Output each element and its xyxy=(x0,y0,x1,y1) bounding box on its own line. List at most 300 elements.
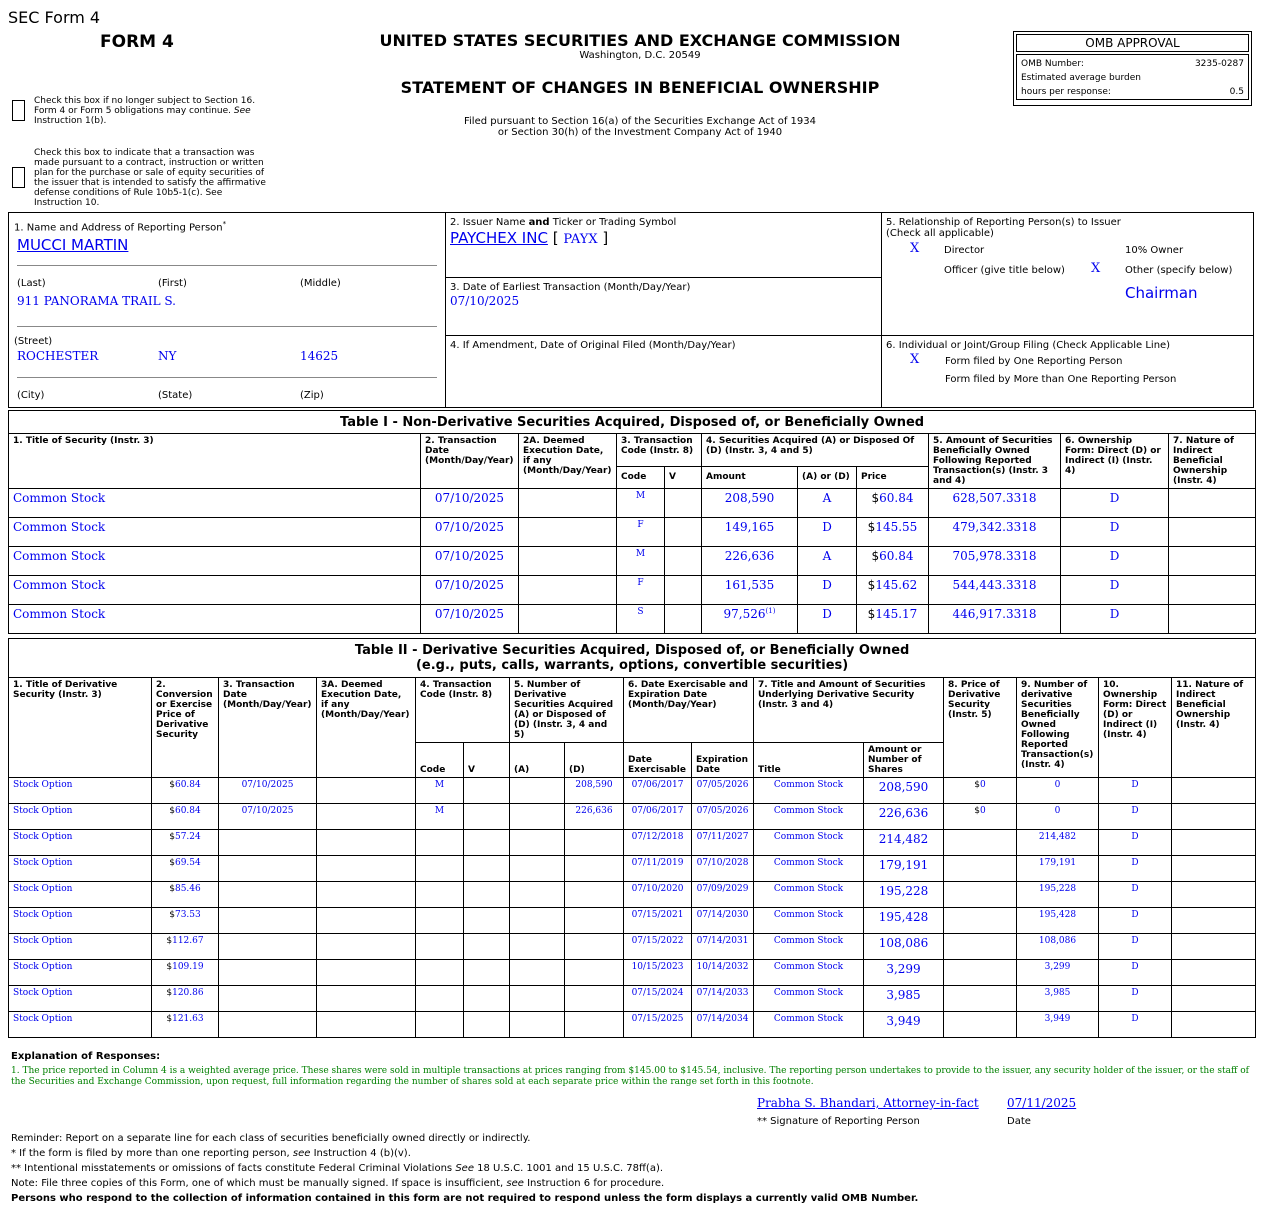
acquired-count xyxy=(510,804,565,830)
v-flag xyxy=(665,576,702,605)
deemed-date xyxy=(317,960,416,986)
conversion-price xyxy=(152,856,219,882)
doc-title: SEC Form 4 xyxy=(8,8,101,27)
rule10b5-checkbox[interactable] xyxy=(12,167,25,188)
underlying-title: Common Stock xyxy=(754,908,864,934)
price-value: 0 xyxy=(980,780,986,790)
currency-symbol: $ xyxy=(974,806,980,816)
v-flag xyxy=(464,804,510,830)
underlying-amount: 214,482 xyxy=(864,830,944,856)
currency-symbol: $ xyxy=(867,578,876,592)
rule10b5-line-1: Check this box to indicate that a transaction was xyxy=(34,148,255,158)
ownership-form: D xyxy=(1061,489,1169,518)
acquired-disposed: A xyxy=(798,489,857,518)
disposed-count xyxy=(565,986,624,1012)
owned-following: 179,191 xyxy=(1017,856,1099,882)
section16-see: See xyxy=(233,106,251,116)
acquired-disposed: D xyxy=(798,576,857,605)
derivative-title: Stock Option xyxy=(9,778,152,804)
currency-symbol: $ xyxy=(169,884,175,894)
v-flag xyxy=(464,778,510,804)
price-value: 145.62 xyxy=(875,578,918,592)
box4-label: 4. If Amendment, Date of Original Filed (Month/Day/Year) xyxy=(450,340,736,351)
box4-amendment xyxy=(446,336,882,407)
other-title: Chairman xyxy=(1125,284,1198,302)
t2-col-exercisable: 6. Date Exercisable and Expiration Date (Month/Day/Year) xyxy=(624,678,754,743)
expiration-date: 10/14/2032 xyxy=(692,960,754,986)
security-title: Common Stock xyxy=(9,489,421,518)
table2-body xyxy=(9,778,1256,1038)
derivative-title: Stock Option xyxy=(9,986,152,1012)
transaction-date: 07/10/2025 xyxy=(219,804,317,830)
table-row xyxy=(9,986,1256,1012)
conversion-value: 69.54 xyxy=(174,858,201,868)
derivative-price xyxy=(944,778,1017,804)
underlying-title: Common Stock xyxy=(754,778,864,804)
deemed-date xyxy=(317,908,416,934)
security-title: Common Stock xyxy=(9,605,421,634)
nature-of-ownership xyxy=(1169,547,1256,576)
filed-line-1: Filed pursuant to Section 16(a) of the Securities Exchange Act of 1934 xyxy=(464,116,816,127)
last-label: (Last) xyxy=(17,278,46,289)
currency-symbol: $ xyxy=(166,936,173,946)
transaction-date xyxy=(219,908,317,934)
date-exercisable: 07/15/2025 xyxy=(624,1012,692,1038)
state-label: (State) xyxy=(158,390,193,401)
transaction-date xyxy=(219,856,317,882)
transaction-date: 07/10/2025 xyxy=(219,778,317,804)
table-row xyxy=(9,908,1256,934)
price xyxy=(857,547,929,576)
derivative-title: Stock Option xyxy=(9,830,152,856)
footer-line-5: Persons who respond to the collection of information contained in this form are not required to respond unless the form displays a currently valid OMB Number. xyxy=(11,1193,919,1204)
table-row xyxy=(9,960,1256,986)
underlying-title: Common Stock xyxy=(754,830,864,856)
agency-location: Washington, D.C. 20549 xyxy=(579,50,701,61)
date-exercisable: 10/15/2023 xyxy=(624,960,692,986)
signature-name-link[interactable]: Prabha S. Bhandari, Attorney-in-fact xyxy=(757,1096,979,1110)
footer-line-1: Reminder: Report on a separate line for each class of securities beneficially owned directly or indirectly. xyxy=(11,1133,531,1144)
box5-label-line-2: (Check all applicable) xyxy=(886,228,994,239)
footer-line-2a: * If the form is filed by more than one reporting person, xyxy=(11,1148,290,1159)
date-exercisable: 07/15/2022 xyxy=(624,934,692,960)
transaction-code: S xyxy=(617,605,665,634)
amount-value: 149,165 xyxy=(724,520,775,534)
signature-label: ** Signature of Reporting Person xyxy=(757,1116,920,1127)
owned-following: 479,342.3318 xyxy=(929,518,1061,547)
box1-label xyxy=(14,220,226,233)
acquired-count xyxy=(510,908,565,934)
t1-sub-ad: (A) or (D) xyxy=(798,466,857,488)
v-flag xyxy=(464,1012,510,1038)
transaction-code xyxy=(416,934,464,960)
amount-value: 226,636 xyxy=(724,549,775,563)
acquired-count xyxy=(510,934,565,960)
transaction-date xyxy=(219,960,317,986)
ownership-form: D xyxy=(1061,605,1169,634)
transaction-code: M xyxy=(617,489,665,518)
acquired-count xyxy=(510,986,565,1012)
t1-sub-code: Code xyxy=(617,466,665,488)
footer-line-2b: Instruction 4 (b)(v). xyxy=(313,1148,411,1159)
conversion-value: 60.84 xyxy=(174,806,201,816)
omb-hours-label: hours per response: xyxy=(1021,87,1111,97)
acquired-count xyxy=(510,960,565,986)
zip-label: (Zip) xyxy=(300,390,324,401)
derivative-price xyxy=(944,856,1017,882)
transaction-code xyxy=(416,1012,464,1038)
first-label: (First) xyxy=(158,278,187,289)
nature-of-ownership xyxy=(1172,934,1256,960)
issuer-line xyxy=(450,229,608,247)
street-value: 911 PANORAMA TRAIL S. xyxy=(17,294,176,308)
underlying-amount: 3,299 xyxy=(864,960,944,986)
currency-symbol: $ xyxy=(166,988,173,998)
box5-label xyxy=(886,217,1121,239)
ticker-symbol: PAYX xyxy=(563,232,598,247)
currency-symbol: $ xyxy=(166,962,173,972)
box2-label-and: and xyxy=(528,217,550,228)
transaction-date xyxy=(219,934,317,960)
deemed-date xyxy=(317,1012,416,1038)
footer-line-4a: Note: File three copies of this Form, one of which must be manually signed. If space is insufficient, xyxy=(11,1178,504,1189)
date-exercisable: 07/10/2020 xyxy=(624,882,692,908)
underlying-title: Common Stock xyxy=(754,804,864,830)
t2-col-number: 5. Number of Derivative Securities Acquired (A) or Disposed of (D) (Instr. 3, 4 and 5) xyxy=(510,678,624,743)
conversion-price xyxy=(152,908,219,934)
transaction-code xyxy=(416,908,464,934)
v-flag xyxy=(665,518,702,547)
conversion-price xyxy=(152,830,219,856)
section16-line-1: Check this box if no longer subject to Section 16. xyxy=(34,96,256,106)
transaction-date xyxy=(219,986,317,1012)
underlying-title: Common Stock xyxy=(754,882,864,908)
derivative-price xyxy=(944,934,1017,960)
ownership-form: D xyxy=(1099,908,1172,934)
transaction-date: 07/10/2025 xyxy=(421,547,519,576)
ownership-form: D xyxy=(1061,518,1169,547)
reporting-section xyxy=(8,212,1254,408)
amount-value: 97,526 xyxy=(723,607,766,621)
v-flag xyxy=(665,547,702,576)
derivative-title: Stock Option xyxy=(9,960,152,986)
zip-value: 14625 xyxy=(300,349,339,363)
box1-reporting-person xyxy=(9,213,446,407)
table2-derivative xyxy=(8,638,1256,1038)
expiration-date: 07/14/2030 xyxy=(692,908,754,934)
t2-col-conversion: 2. Conversion or Exercise Price of Derivative Security xyxy=(152,678,219,778)
rule10b5-line-5: defense conditions of Rule 10b5-1(c). See xyxy=(34,188,223,198)
security-title: Common Stock xyxy=(9,518,421,547)
transaction-code xyxy=(416,960,464,986)
director-mark: X xyxy=(910,241,920,256)
owned-following: 3,949 xyxy=(1017,1012,1099,1038)
underlying-amount: 179,191 xyxy=(864,856,944,882)
nature-of-ownership xyxy=(1169,489,1256,518)
derivative-title: Stock Option xyxy=(9,856,152,882)
t2-sub-code: Code xyxy=(416,743,464,778)
footnote-1: 1. The price reported in Column 4 is a weighted average price. These shares were sold in multiple transactions at prices ranging from $145.00 to $145.54, inclusive. The reporting person undertakes to provide to the issuer, any security holder of the issuer, or the staff of the Securities and Exchange Commission, upon request, full information regarding the number of shares sold at each separate price within the range set forth in this footnote. xyxy=(11,1066,1250,1087)
price-value: 60.84 xyxy=(879,491,914,505)
box1-label-star: * xyxy=(222,220,227,228)
currency-symbol: $ xyxy=(169,780,175,790)
date-label: Date xyxy=(1007,1116,1031,1127)
other-mark: X xyxy=(1091,261,1101,276)
issuer-name-link[interactable]: PAYCHEX INC xyxy=(450,229,548,247)
expiration-date: 07/10/2028 xyxy=(692,856,754,882)
derivative-price xyxy=(944,830,1017,856)
conversion-price xyxy=(152,1012,219,1038)
divider xyxy=(17,326,437,327)
currency-symbol: $ xyxy=(169,832,175,842)
conversion-value: 109.19 xyxy=(172,962,204,972)
t2-sub-expiration: Expiration Date xyxy=(692,743,754,778)
expiration-date: 07/14/2033 xyxy=(692,986,754,1012)
ownership-form: D xyxy=(1099,986,1172,1012)
deemed-date xyxy=(317,804,416,830)
ownership-form: D xyxy=(1099,804,1172,830)
conversion-value: 85.46 xyxy=(174,884,201,894)
amount xyxy=(702,518,798,547)
other-label: Other (specify below) xyxy=(1125,265,1233,276)
derivative-price xyxy=(944,882,1017,908)
underlying-amount: 108,086 xyxy=(864,934,944,960)
table1-title: Table I - Non-Derivative Securities Acquired, Disposed of, or Beneficially Owned xyxy=(9,411,1256,434)
expiration-date: 07/14/2031 xyxy=(692,934,754,960)
nature-of-ownership xyxy=(1172,960,1256,986)
acquired-disposed: D xyxy=(798,518,857,547)
date-exercisable: 07/15/2021 xyxy=(624,908,692,934)
t2-col-deemed: 3A. Deemed Execution Date, if any (Month/Day/Year) xyxy=(317,678,416,778)
bracket-open: [ xyxy=(552,229,559,247)
price xyxy=(857,576,929,605)
amount xyxy=(702,489,798,518)
conversion-value: 73.53 xyxy=(174,910,201,920)
section16-text xyxy=(34,96,255,126)
v-flag xyxy=(464,882,510,908)
table-row xyxy=(9,605,1256,634)
price xyxy=(857,518,929,547)
one-person-label: Form filed by One Reporting Person xyxy=(945,356,1123,367)
conversion-price xyxy=(152,960,219,986)
conversion-value: 57.24 xyxy=(174,832,201,842)
t2-col-underlying: 7. Title and Amount of Securities Underlying Derivative Security (Instr. 3 and 4) xyxy=(754,678,944,743)
conversion-price xyxy=(152,934,219,960)
acquired-count xyxy=(510,882,565,908)
table1-body xyxy=(9,489,1256,634)
t1-col-title: 1. Title of Security (Instr. 3) xyxy=(9,434,421,489)
box5-label-line-1: 5. Relationship of Reporting Person(s) to Issuer xyxy=(886,217,1121,228)
header-block xyxy=(330,31,950,138)
transaction-code xyxy=(416,882,464,908)
ownership-form: D xyxy=(1099,882,1172,908)
v-flag xyxy=(464,856,510,882)
nature-of-ownership xyxy=(1169,518,1256,547)
transaction-date xyxy=(219,1012,317,1038)
t1-col-nature: 7. Nature of Indirect Beneficial Ownership (Instr. 4) xyxy=(1169,434,1256,489)
section16-checkbox[interactable] xyxy=(12,100,25,121)
transaction-date xyxy=(219,882,317,908)
t2-sub-d: (D) xyxy=(565,743,624,778)
deemed-date xyxy=(317,934,416,960)
date-exercisable: 07/12/2018 xyxy=(624,830,692,856)
deemed-date xyxy=(519,576,617,605)
acquired-count xyxy=(510,830,565,856)
deemed-date xyxy=(317,856,416,882)
underlying-title: Common Stock xyxy=(754,856,864,882)
nature-of-ownership xyxy=(1172,908,1256,934)
expiration-date: 07/05/2026 xyxy=(692,804,754,830)
footnote-ref: (1) xyxy=(765,607,776,615)
derivative-price xyxy=(944,908,1017,934)
date-exercisable: 07/11/2019 xyxy=(624,856,692,882)
transaction-date: 07/10/2025 xyxy=(421,576,519,605)
t1-col-form: 6. Ownership Form: Direct (D) or Indirect (I) (Instr. 4) xyxy=(1061,434,1169,489)
underlying-title: Common Stock xyxy=(754,934,864,960)
currency-symbol: $ xyxy=(166,1014,173,1024)
box3-earliest-date xyxy=(446,278,882,336)
owned-following: 705,978.3318 xyxy=(929,547,1061,576)
ownership-form: D xyxy=(1099,1012,1172,1038)
nature-of-ownership xyxy=(1172,778,1256,804)
box2-label xyxy=(450,217,676,228)
v-flag xyxy=(464,960,510,986)
table2-title xyxy=(9,639,1256,678)
deemed-date xyxy=(519,489,617,518)
box6-filing xyxy=(882,336,1253,407)
footer-line-3a: ** Intentional misstatements or omissions of facts constitute Federal Criminal Violations xyxy=(11,1163,453,1174)
transaction-date: 07/10/2025 xyxy=(421,489,519,518)
deemed-date xyxy=(317,778,416,804)
deemed-date xyxy=(317,882,416,908)
t2-sub-exercisable: Date Exercisable xyxy=(624,743,692,778)
t2-col-code: 4. Transaction Code (Instr. 8) xyxy=(416,678,510,743)
rule10b5-line-4: the issuer that is intended to satisfy the affirmative xyxy=(34,178,266,188)
price xyxy=(857,605,929,634)
transaction-code: M xyxy=(416,778,464,804)
transaction-code: M xyxy=(617,547,665,576)
date-exercisable: 07/06/2017 xyxy=(624,804,692,830)
middle-label: (Middle) xyxy=(300,278,341,289)
footer-line-3-see: See xyxy=(455,1163,474,1174)
t1-col-securities: 4. Securities Acquired (A) or Disposed Of (D) (Instr. 3, 4 and 5) xyxy=(702,434,929,467)
box1-label-text: 1. Name and Address of Reporting Person xyxy=(14,222,223,234)
rule10b5-line-2: made pursuant to a contract, instruction or written xyxy=(34,158,264,168)
currency-symbol: $ xyxy=(867,520,876,534)
underlying-amount: 195,428 xyxy=(864,908,944,934)
nature-of-ownership xyxy=(1169,576,1256,605)
conversion-price xyxy=(152,804,219,830)
t1-sub-amount: Amount xyxy=(702,466,798,488)
box5-relationship xyxy=(882,213,1253,336)
table2-title-line-2: (e.g., puts, calls, warrants, options, convertible securities) xyxy=(415,658,849,673)
table1-non-derivative xyxy=(8,410,1256,634)
conversion-value: 121.63 xyxy=(172,1014,204,1024)
derivative-price xyxy=(944,986,1017,1012)
one-person-mark: X xyxy=(910,352,920,367)
deemed-date xyxy=(317,986,416,1012)
derivative-title: Stock Option xyxy=(9,882,152,908)
omb-approval-box xyxy=(1013,31,1252,106)
table-row xyxy=(9,778,1256,804)
t1-col-code: 3. Transaction Code (Instr. 8) xyxy=(617,434,702,467)
reporting-person-name-link[interactable]: MUCCI MARTIN xyxy=(17,236,129,254)
ownership-form: D xyxy=(1099,960,1172,986)
amount-value: 208,590 xyxy=(724,491,775,505)
table-row xyxy=(9,518,1256,547)
city-value: ROCHESTER xyxy=(17,349,99,363)
acquired-disposed: D xyxy=(798,605,857,634)
date-exercisable: 07/06/2017 xyxy=(624,778,692,804)
table-row xyxy=(9,934,1256,960)
omb-details xyxy=(1016,54,1249,100)
date-exercisable: 07/15/2024 xyxy=(624,986,692,1012)
state-value: NY xyxy=(158,349,177,363)
filed-line-2: or Section 30(h) of the Investment Company Act of 1940 xyxy=(497,127,783,138)
price-value: 145.55 xyxy=(875,520,918,534)
transaction-date: 07/10/2025 xyxy=(421,518,519,547)
box6-label: 6. Individual or Joint/Group Filing (Check Applicable Line) xyxy=(886,340,1171,351)
currency-symbol: $ xyxy=(169,858,175,868)
transaction-code xyxy=(416,856,464,882)
table-row xyxy=(9,576,1256,605)
footer-notes xyxy=(11,1131,918,1206)
transaction-code xyxy=(416,986,464,1012)
deemed-date xyxy=(519,547,617,576)
currency-symbol: $ xyxy=(169,806,175,816)
nature-of-ownership xyxy=(1169,605,1256,634)
deemed-date xyxy=(317,830,416,856)
statement-title: STATEMENT OF CHANGES IN BENEFICIAL OWNERSHIP xyxy=(400,78,880,97)
v-flag xyxy=(464,986,510,1012)
signature-date-link[interactable]: 07/11/2025 xyxy=(1007,1096,1077,1110)
price-value: 0 xyxy=(980,806,986,816)
box2-issuer xyxy=(446,213,882,278)
omb-number-label: OMB Number: xyxy=(1021,59,1084,69)
form-name: FORM 4 xyxy=(100,32,174,52)
footer-line-4-see: see xyxy=(506,1178,524,1189)
amount-value: 161,535 xyxy=(724,578,775,592)
t2-col-date: 3. Transaction Date (Month/Day/Year) xyxy=(219,678,317,778)
section16-line-2: Form 4 or Form 5 obligations may continue. xyxy=(34,106,232,116)
omb-title: OMB APPROVAL xyxy=(1016,34,1249,52)
underlying-title: Common Stock xyxy=(754,960,864,986)
nature-of-ownership xyxy=(1172,1012,1256,1038)
street-label: (Street) xyxy=(14,336,53,347)
expiration-date: 07/14/2034 xyxy=(692,1012,754,1038)
owned-following: 195,428 xyxy=(1017,908,1099,934)
owned-following: 195,228 xyxy=(1017,882,1099,908)
divider xyxy=(17,265,437,266)
price-value: 60.84 xyxy=(879,549,914,563)
amount xyxy=(702,605,798,634)
city-label: (City) xyxy=(17,390,45,401)
underlying-amount: 195,228 xyxy=(864,882,944,908)
nature-of-ownership xyxy=(1172,986,1256,1012)
v-flag xyxy=(665,489,702,518)
transaction-date: 07/10/2025 xyxy=(421,605,519,634)
transaction-code: F xyxy=(617,518,665,547)
owned-following: 3,985 xyxy=(1017,986,1099,1012)
derivative-title: Stock Option xyxy=(9,1012,152,1038)
currency-symbol: $ xyxy=(974,780,980,790)
rule10b5-line-3: plan for the purchase or sale of equity securities of xyxy=(34,168,265,178)
omb-number: 3235-0287 xyxy=(1194,59,1244,69)
table-row xyxy=(9,882,1256,908)
table-row xyxy=(9,804,1256,830)
currency-symbol: $ xyxy=(871,491,880,505)
ownership-form: D xyxy=(1061,576,1169,605)
